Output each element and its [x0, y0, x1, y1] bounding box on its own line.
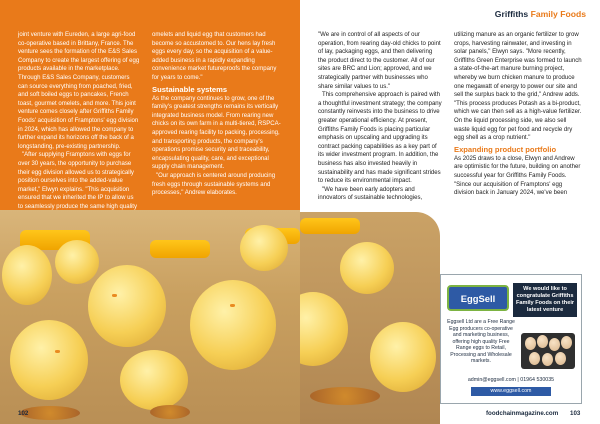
chick — [370, 322, 436, 392]
section-heading: Sustainable systems — [152, 84, 228, 94]
feeder — [300, 218, 360, 234]
feeder — [150, 240, 210, 258]
left-column-1 — [18, 31, 140, 211]
egg — [542, 353, 553, 366]
eggsell-logo-text: EggSell — [460, 293, 496, 304]
chick — [240, 225, 288, 271]
feed-pile — [150, 405, 190, 419]
ad-contact[interactable]: admin@eggsell.com | 01964 530035 — [467, 377, 555, 383]
chicks-photo-extension — [300, 212, 440, 424]
right-column-1 — [318, 31, 442, 203]
paragraph: As 2025 draws to a close, Elwyn and Andrew are optimistic for the future, building on another successful year for Griffiths Family Foods. "Since our acquisition of Framptons' egg division back in January 2024, we've been — [454, 155, 581, 197]
chick — [340, 242, 394, 294]
chick — [10, 320, 88, 400]
chick-beak — [112, 294, 117, 297]
eggsell-logo — [447, 285, 509, 311]
chick — [55, 240, 99, 284]
chick-beak — [55, 350, 60, 353]
chick-beak — [230, 304, 235, 307]
chick — [300, 292, 348, 366]
header-brand-name: Griffiths — [494, 9, 529, 19]
paragraph: "After supplying Framptons with eggs for over 30 years, the opportunity to purchase their egg division allowed us to strategically position ourselves into the added-value market," Elwyn explains. "This acquisition ensured that we inherited the IP to allow us to seamlessly produce the same high quality — [18, 152, 137, 210]
paragraph: "Our approach is centered around producing fresh eggs through sustainable systems and processes," Andrew elaborates. — [152, 172, 276, 197]
paragraph: As the company continues to grow, one of the family's greatest strengths remains its vertically integrated business model. From rearing new chicks on its own farm in a multi-tiered, RSPCA-approved rearing facility to packing, processing, and transporting products, the company's operations promise security and traceability, encapsulating quality, care, and exceptional supply chain management. — [152, 95, 281, 171]
ad-website-link[interactable]: www.eggsell.com — [471, 387, 551, 396]
paragraph: "We are in control of all aspects of our operation, from rearing day-old chicks to point of lay, packaging eggs, and then delivering the product direct to the customer. All of our sites are BRC and Lion; approved, and we strategically partner with businesses who share similar values to us." — [318, 32, 441, 90]
chick — [88, 265, 166, 347]
page-number-left: 102 — [18, 410, 29, 417]
header-brand — [495, 9, 586, 19]
page-header — [300, 0, 600, 30]
feed-pile — [310, 387, 380, 405]
eggsell-advertisement[interactable] — [440, 274, 582, 404]
chick — [190, 280, 276, 370]
egg — [525, 337, 536, 350]
egg — [537, 335, 548, 348]
chick — [120, 350, 188, 410]
egg — [529, 352, 540, 365]
left-column-2 — [152, 31, 284, 198]
paragraph: joint venture with Eureden, a large agri-food co-operative based in Brittany, France. The venture sees the formation of the E&S Sales Company to create the largest offering of egg products available in the marketplace. Through E&S Sales Company, customers can source everything from poached, fried, and soft boiled eggs to pancakes, French toast, gourmet omelets, and more. This joint venture comes closely after Griffiths Family Foods' acquisition of Framptons' egg division in 2024, which has allowed the company to further expand its horizons off the back of a longstanding, pre-existing partnership. — [18, 32, 140, 150]
egg — [561, 336, 572, 349]
chick — [2, 245, 52, 305]
footer-site[interactable]: foodchainmagazine.com — [486, 410, 559, 417]
feed-pile — [20, 406, 80, 420]
paragraph: This comprehensive approach is paired with a thoughtful investment strategy; the company constantly reinvests into the business to drive greater operational efficiency. At present, Griffiths Family Foods is placing particular emphasis on upscaling and upgrading its contract packing capabilities as a key part of its wider investment program. In addition, the business has also invested heavily in sustainability and has made significant strides to reduce its environmental impact. — [318, 92, 442, 185]
paragraph: omelets and liquid egg that customers had become so accustomed to. Our hens lay fresh eggs every day, so the acquisition of a value-added business in a rapidly expanding convenience market futureproofs the company for years to come." — [152, 32, 277, 81]
eggs-image — [521, 333, 575, 369]
header-brand-accent: Family Foods — [530, 9, 586, 19]
chicks-photo — [0, 210, 300, 424]
section-heading: Expanding product portfolio — [454, 144, 557, 154]
ad-body-text: Eggsell Ltd are a Free Range Egg producers co-operative and marketing business, offering high quality Free Range eggs to Retail, Processing and Wholesale markets. — [447, 319, 515, 364]
ad-congratulations: We would like to congratulate Griffiths Family Foods on their latest venture — [513, 283, 577, 317]
egg — [549, 338, 560, 351]
right-column-2 — [454, 31, 582, 198]
paragraph: "We have been early adopters and innovators of sustainable technologies, — [318, 186, 423, 202]
egg — [555, 352, 566, 365]
page-number-right: 103 — [570, 410, 581, 417]
paragraph: utilizing manure as an organic fertilizer to grow crops, harvesting rainwater, and investing in solar panels," Elwyn says. "More recently, Griffiths Green Enterprise was formed to launch a state-of-the-art manure burning project, whereby we burn chicken manure to produce one megawatt of energy to power our site and sell the surplus back to the grid," Andrew adds. "This process produces Potash as a bi-product, which we can then sell as a high-value fertilizer. On the liquid processing side, we also sell waste liquid egg for pet food and recycle dry egg shell as a crop nutrient." — [454, 32, 582, 142]
